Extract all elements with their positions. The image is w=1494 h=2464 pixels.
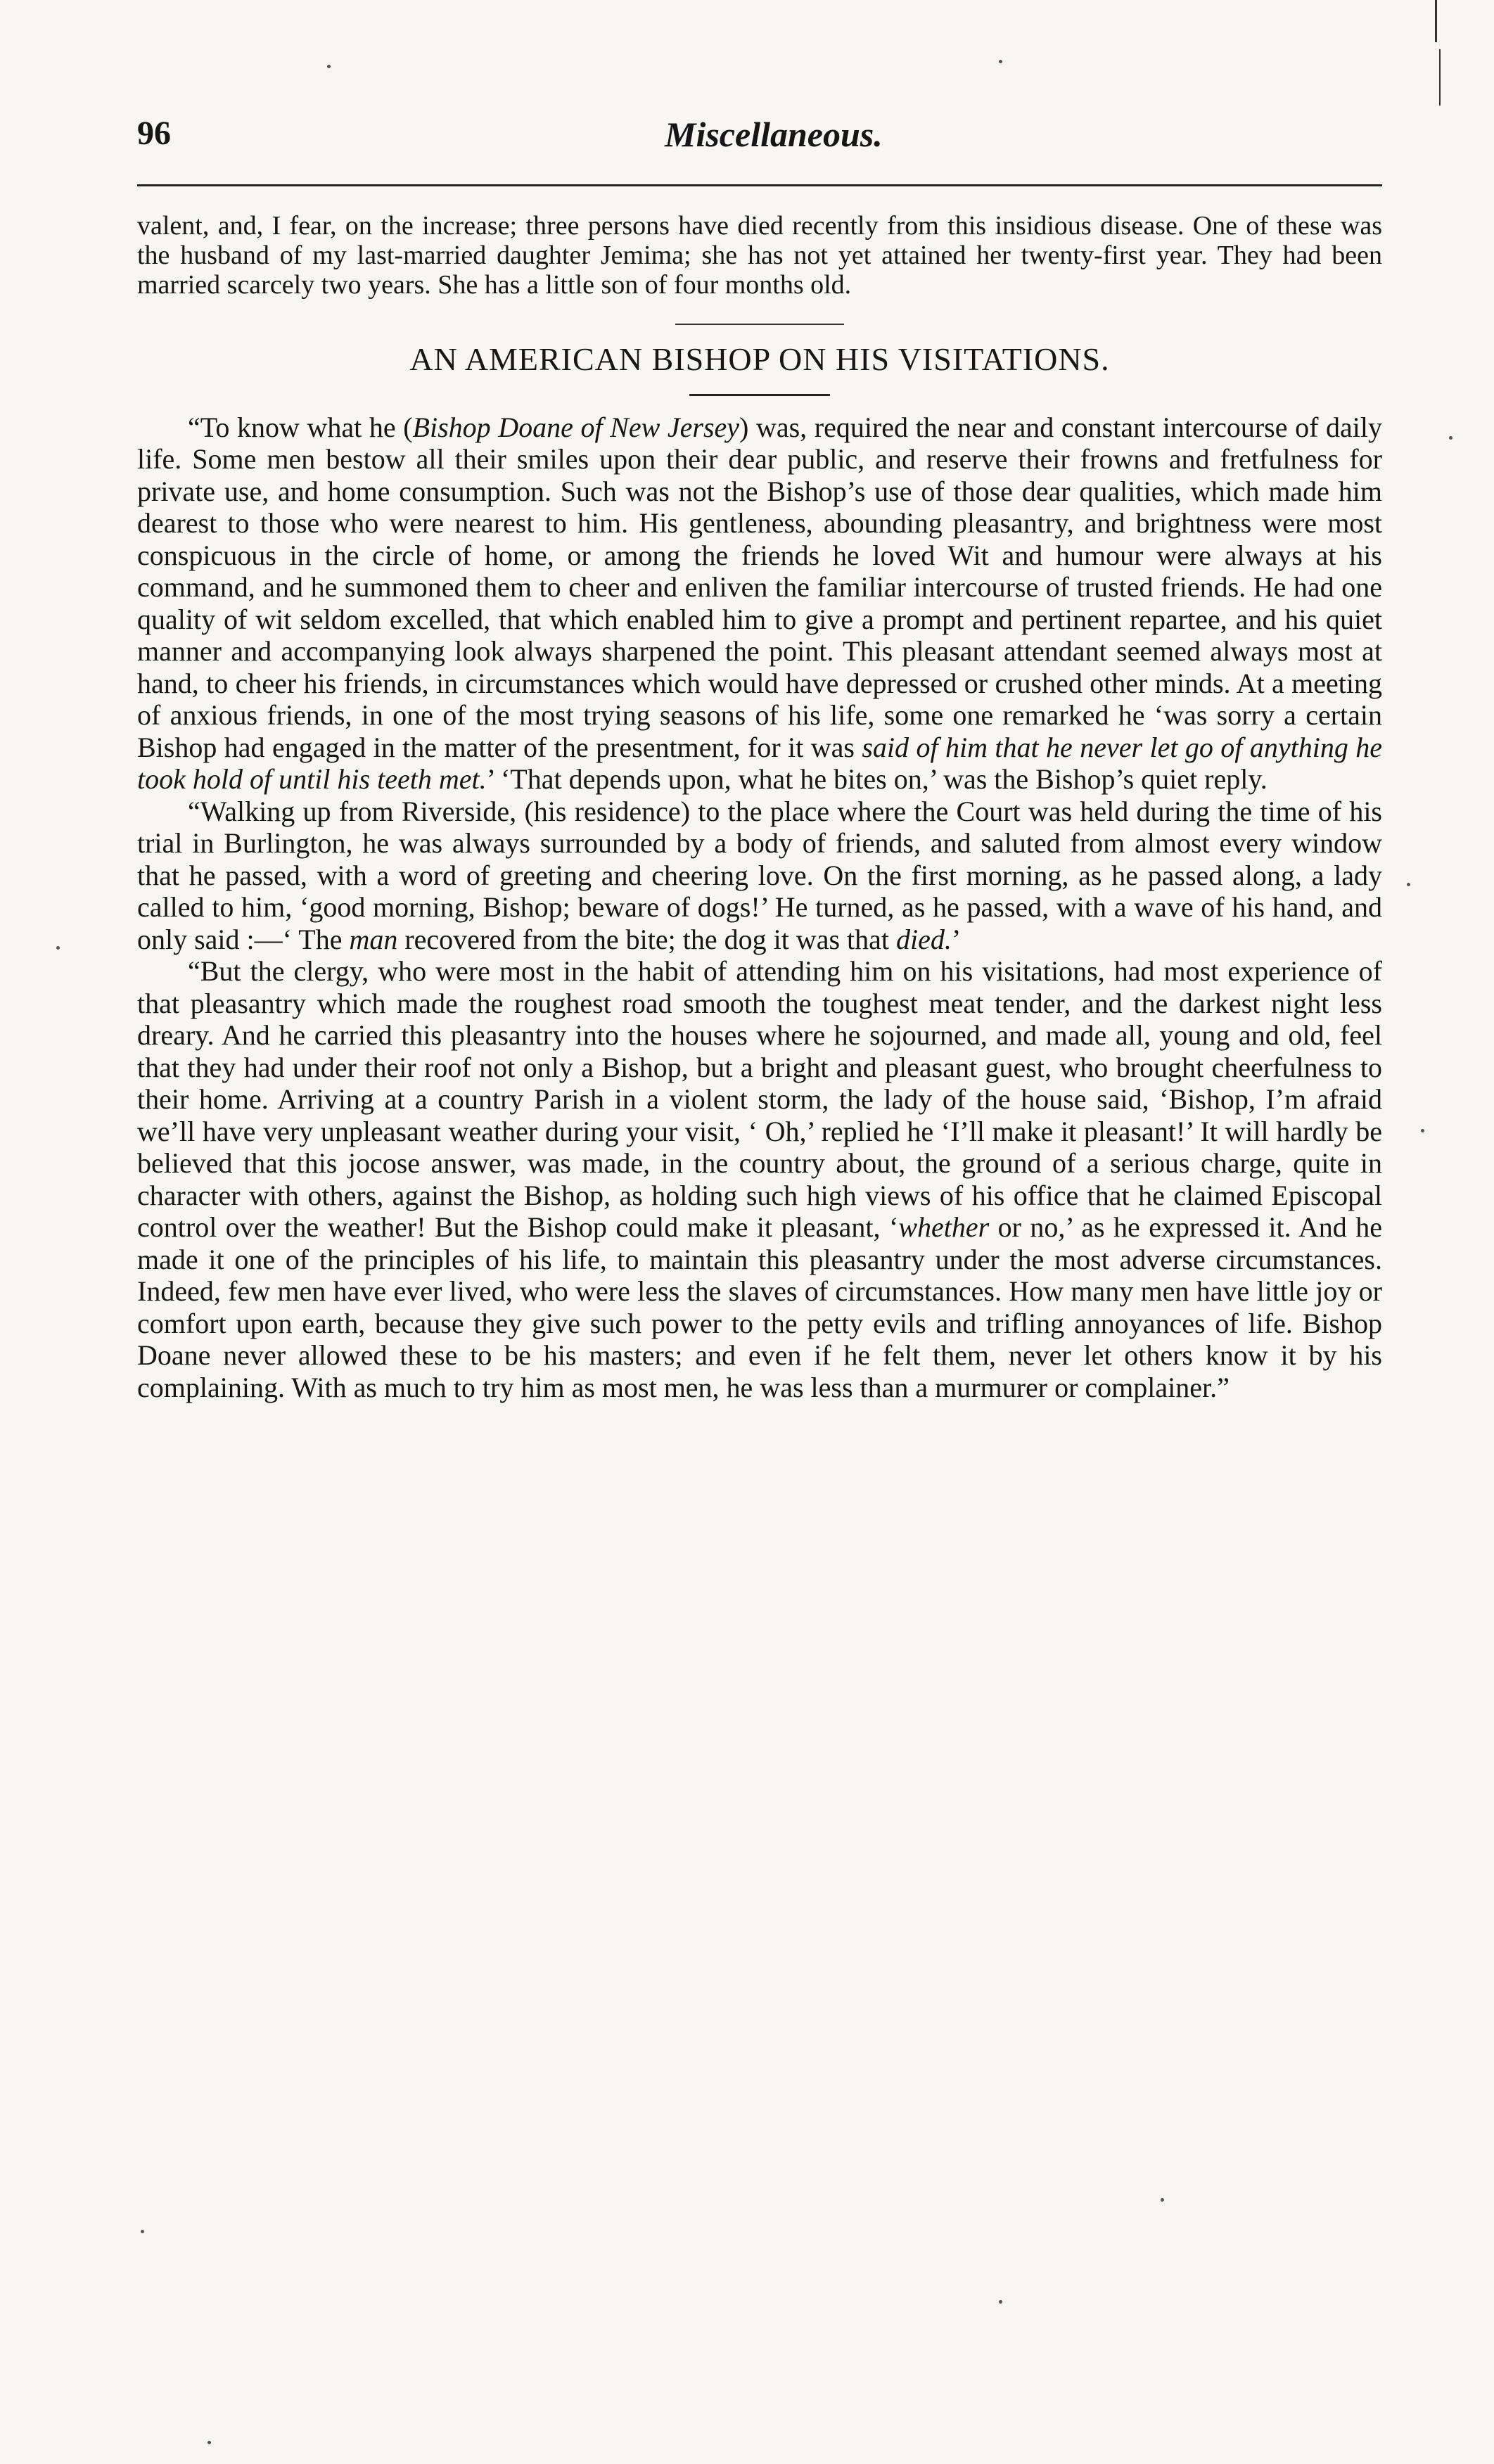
article-title: AN AMERICAN BISHOP ON HIS VISITATIONS.	[409, 341, 1110, 377]
scan-speck	[1161, 2198, 1164, 2202]
page-number: 96	[137, 115, 171, 152]
p1-text-a: “To know what he (	[188, 411, 413, 443]
section-divider	[675, 324, 844, 325]
scan-speck	[1421, 1129, 1424, 1132]
p1-text-e: ’ ‘That depends upon, what he bites on,’ was the Bishop’s quiet reply.	[486, 763, 1268, 795]
p2-text-e: ’	[951, 923, 962, 955]
scan-speck	[56, 946, 60, 950]
scan-speck	[1449, 436, 1452, 440]
p1-bishop-name: Bishop Doane of New Jersey	[412, 411, 740, 443]
running-head	[137, 106, 1375, 169]
scan-edge-mark	[1435, 0, 1437, 42]
p3-text-a: “But the clergy, who were most in the habit of attending him on his visitations, had most experience of that pleasantry which made the roughest road smooth the toughest meat tender, and the darkest night less dreary. And he carried this pleasantry into the houses where he sojourned, and made all, young and old, feel that they had under their roof not only a Bishop, but a bright and pleasant guest, who brought cheerfulness to their home. Arriving at a country Parish in a violent storm, the lady of the house said, ‘Bishop, I’m afraid we’ll have very unpleasant weather during your visit, ‘ Oh,’ replied he ‘I’ll make it pleasant!’ It will hardly be believed that this jocose answer, was made, in the country about, the ground of a serious charge, quite in character with others, against the Bishop, as holding such high views of his office that he claimed Episcopal control over the weather! But the Bishop could make it pleasant, ‘	[137, 955, 1382, 1243]
p3-italic-whether: whether	[898, 1211, 990, 1243]
paragraph-1	[137, 411, 1382, 796]
scan-speck	[999, 60, 1002, 63]
scan-speck	[208, 2441, 211, 2444]
running-title: Miscellaneous.	[665, 115, 883, 154]
scan-speck	[999, 2300, 1002, 2304]
scan-edge-mark	[1439, 49, 1441, 106]
scan-speck	[327, 65, 331, 68]
p1-text-c: ) was, required the near and constant intercourse of daily life. Some men bestow all their smiles upon their dear public, and reserve their frowns and fretfulness for private use, and home consumption. Such was not the Bishop’s use of those dear qualities, which made him dearest to those who were nearest to him. His gentleness, abounding pleasantry, and brightness were most conspicuous in the circle of home, or among the friends he loved Wit and humour were always at his command, and he summoned them to cheer and enliven the familiar intercourse of trusted friends. He had one quality of wit seldom excelled, that which enabled him to give a prompt and pertinent repartee, and his quiet manner and accompanying look always sharpened the point. This pleasant attendant seemed always most at hand, to cheer his friends, in circumstances which would have depressed or crushed other minds. At a meeting of anxious friends, in one of the most trying seasons of his life, some one remarked he ‘was sorry a certain Bishop had engaged in the matter of the presentment, for it was	[137, 411, 1382, 763]
header-rule	[137, 184, 1382, 186]
paragraph-3	[137, 955, 1382, 1403]
p2-text-a: “Walking up from Riverside, (his residence) to the place where the Court was held during the time of his trial in Burlington, he was always surrounded by a body of friends, and saluted from almost every window that he passed, with a word of greeting and cheering love. On the first morning, as he passed along, a lady called to him, ‘good morning, Bishop; beware of dogs!’ He turned, as he passed, with a wave of his hand, and only said :—‘ The	[137, 795, 1382, 955]
scan-speck	[141, 2230, 144, 2233]
p3-text-c: or no,’ as he expressed it. And he made it one of the principles of his life, to maintain this pleasantry under the most adverse circumstances. Indeed, few men have ever lived, who were less the slaves of circumstances. How many men have little joy or comfort upon earth, because they give such power to the petty evils and trifling annoyances of life. Bishop Doane never allowed these to be his masters; and even if he felt them, never let others know it by his complaining. With as much to try him as most men, he was less than a murmurer or complainer.”	[137, 1211, 1382, 1403]
p2-text-c: recovered from the bite; the dog it was that	[397, 923, 896, 955]
p2-italic-died: died.	[896, 923, 952, 955]
title-rule	[689, 394, 830, 396]
intro-paragraph: valent, and, I fear, on the increase; three persons have died recently from this insidious disease. One of these was the husband of my last-married daughter Jemima; she has not yet attained her twenty-first year. They had been married scarcely two years. She has a little son of four months old.	[137, 211, 1382, 300]
paragraph-2	[137, 796, 1382, 956]
page-body	[137, 211, 1382, 1403]
scan-speck	[1407, 883, 1410, 886]
p2-italic-man: man	[349, 923, 398, 955]
p1-quote-italic: said of him that he never let go of anything he took hold of until his teeth met.	[137, 731, 1382, 795]
